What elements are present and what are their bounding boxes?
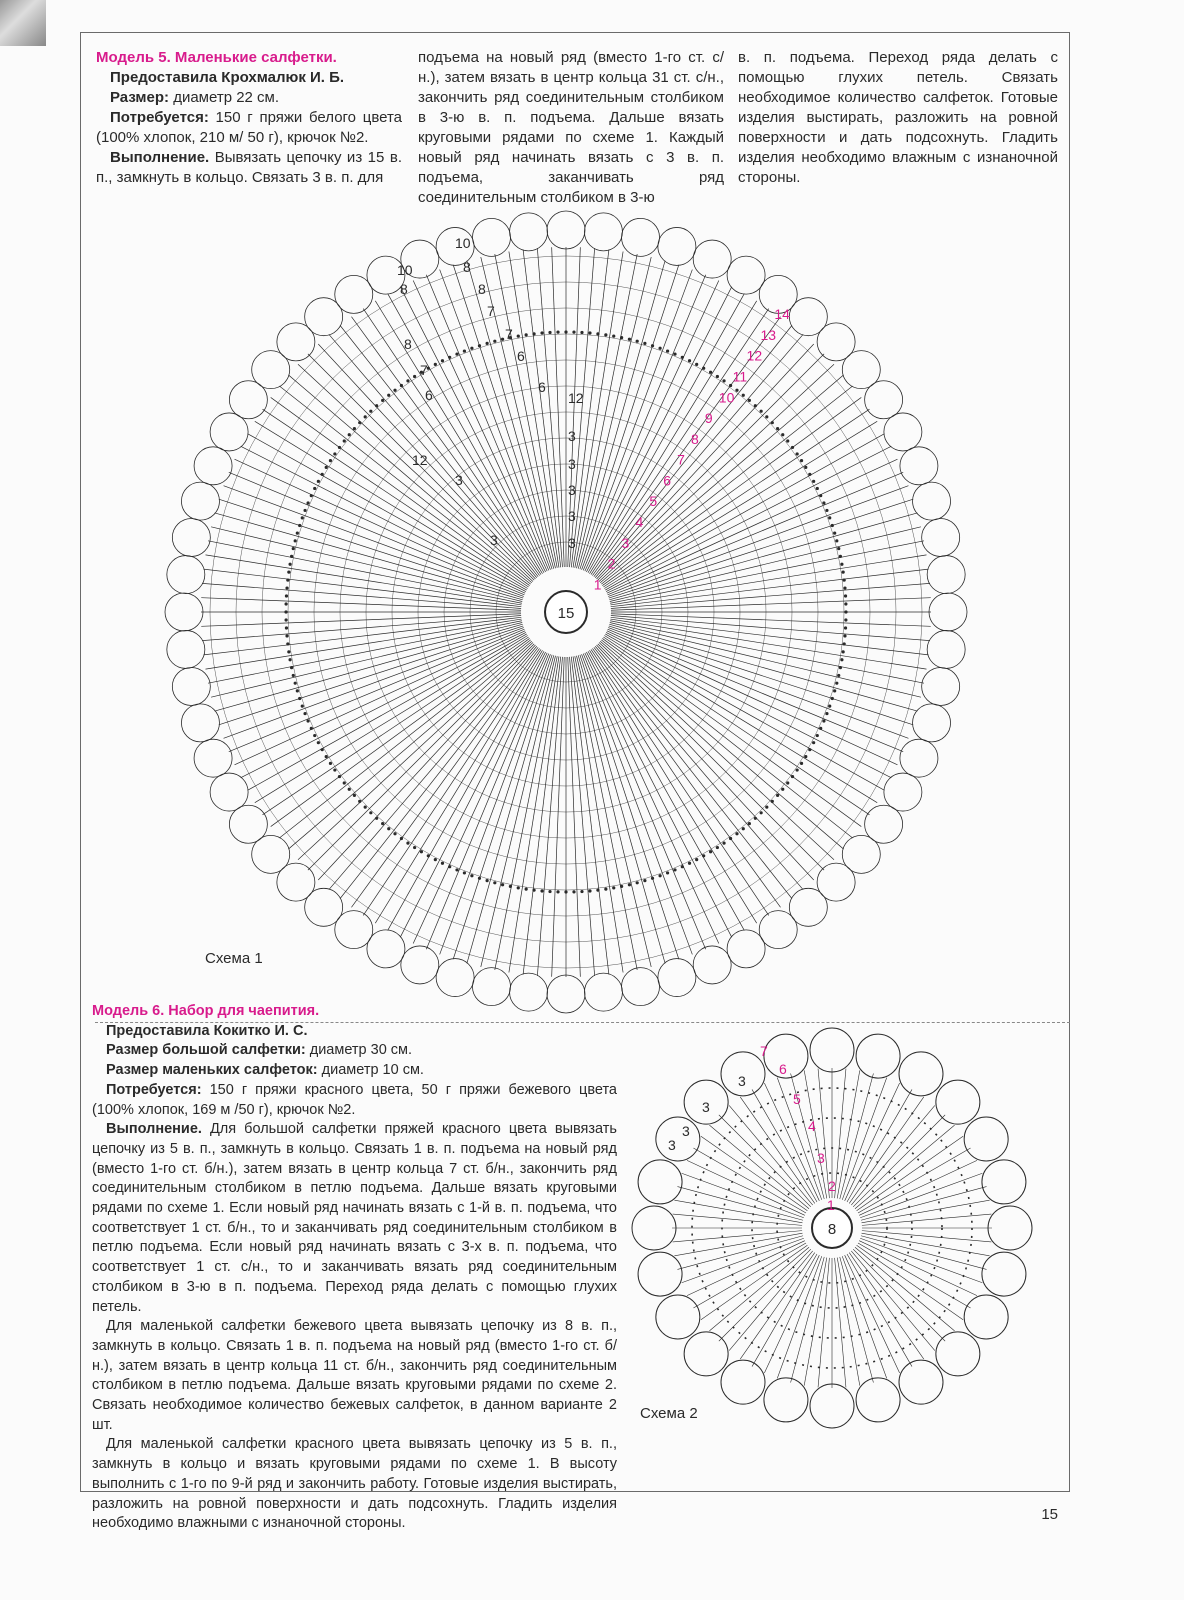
scheme-2-row-label: 6 — [779, 1061, 787, 1077]
scheme-1-row-label: 12 — [412, 452, 428, 468]
model5-col2-text: подъема на новый ряд (вместо 1-го ст. с/н.), затем вязать в центр кольца 31 ст. с/н., закончить ряд соединительным столбиком в 3-ю в. п. подъема. Дальше вязать круговыми рядами по схеме 1. Каждый новый ряд начинать вязать с 3 в. п. подъема, заканчивать ряд соединительным столбиком в 3-ю — [418, 49, 724, 206]
scheme-1-row-label: 12 — [746, 347, 763, 364]
scheme-1-row-label: 11 — [732, 368, 748, 385]
model6-p1: Для большой салфетки пряжей красного цвета вывязать цепочку из 5 в. п., замкнуть в кольцо. Связать 1 в. п. подъема на новый ряд (вместо 1-го ст. б/н.), затем вязать в центр кольца 7 ст. б/н., закончить ряд соединительным столбиком в петлю подъема. Дальше вязать круговыми рядами по схеме 1. Если новый ряд начинать вязать с 1-й в. п. подъема, что соответствует 1 ст. б/н., то и заканчивать ряд соединительным столбиком в петлю подъема. Если новый ряд начинать вязать с 3-х в. п. подъема, что соответствует 1 ст. с/н., то и заканчивать вязать ряд соединительным столбиком в 3-ю в п. подъема. Переход ряда делать с помощью глухих петель. — [92, 1121, 617, 1315]
scheme-1-row-label: 7 — [487, 303, 495, 319]
scheme-2-row-label: 3 — [738, 1073, 746, 1089]
model6-needs-label: Потребуется: — [106, 1081, 202, 1098]
model5-size-value: диаметр 22 см. — [173, 89, 280, 106]
model6-title: Модель 6. Набор для чаепития. — [92, 1003, 320, 1019]
scheme-2-row-label: 5 — [793, 1091, 801, 1107]
scheme-1-row-label: 3 — [568, 535, 576, 551]
model6-small-size-label: Размер маленьких салфеток: — [106, 1062, 318, 1079]
scheme-1-label: Схема 1 — [205, 950, 263, 967]
scheme-2-diagram — [620, 1010, 1060, 1460]
scheme-1-row-label: 9 — [704, 410, 713, 427]
scheme-1-row-label: 8 — [691, 430, 699, 447]
model5-needs-label: Потребуется: — [110, 109, 209, 126]
scheme-1-row-label: 1 — [593, 576, 602, 593]
scheme-2-label: Схема 2 — [640, 1405, 698, 1422]
model5-size-label: Размер: — [110, 89, 170, 106]
scheme-1-row-label: 3 — [568, 428, 576, 444]
scheme-1-row-label: 8 — [478, 281, 486, 297]
scheme-1-row-label: 10 — [397, 262, 413, 278]
scheme-2-center-label: 8 — [827, 1221, 837, 1238]
scheme-1-row-label: 8 — [400, 281, 408, 297]
model5-work-label: Выполнение. — [110, 149, 210, 166]
model6-needs-value: 150 г пряжи красного цвета, 50 г пряжи бежевого цвета (100% хлопок, 169 м /50 г), крючок №2. — [92, 1081, 617, 1118]
scheme-2-row-label: 7 — [760, 1043, 768, 1059]
scheme-2-row-label: 3 — [817, 1150, 825, 1166]
model6-big-size-label: Размер большой салфетки: — [106, 1042, 306, 1059]
scheme-1-row-label: 7 — [420, 362, 428, 378]
scheme-2-row-label: 3 — [668, 1137, 676, 1153]
model6-p2: Для маленькой салфетки бежевого цвета вывязать цепочку из 8 в. п., замкнуть в кольцо. Связать 1 в. п. подъема на новый ряд (вместо 1-го ст. б/н.), затем вязать в центр кольца 11 ст. б/н., закончить ряд соединительным столбиком в петлю подъема. Дальше вязать круговыми рядами по схеме 2. Связать необходимое количество бежевых салфеток, в данном варианте 2 шт. — [92, 1318, 617, 1433]
scheme-1-row-label: 3 — [455, 472, 463, 488]
scheme-1-row-label: 12 — [568, 390, 584, 406]
model6-work-label: Выполнение. — [106, 1121, 202, 1138]
scheme-1-row-label: 3 — [568, 482, 576, 498]
scheme-1-row-label: 10 — [455, 235, 471, 251]
page-number: 15 — [1041, 1506, 1058, 1523]
model5-work-text: Вывязать цепочку из 15 в. п., замкнуть в кольцо. Связать 3 в. п. для — [96, 149, 402, 186]
model5-col3-text: в. п. подъема. Переход ряда делать с помощью глухих петель. Связать необходимое количество салфеток. Готовые изделия выстирать, разложить на ровной поверхности и дать подсохнуть. Гладить изделия необходимо влажным с изнаночной стороны. — [738, 49, 1058, 186]
scheme-1-row-label: 8 — [463, 259, 471, 275]
model6-text — [92, 1002, 617, 1534]
scheme-1-row-label: 3 — [568, 456, 576, 472]
model5-provided: Предоставила Крохмалюк И. Б. — [110, 69, 345, 86]
model6-small-size-value: диаметр 10 см. — [321, 1062, 424, 1079]
scheme-1-center-label: 15 — [557, 605, 575, 622]
scheme-1-row-label: 13 — [760, 326, 777, 343]
scheme-1-row-label: 7 — [677, 451, 685, 468]
scheme-1-row-label: 6 — [425, 387, 433, 403]
model5-needs-value: 150 г пряжи белого цвета (100% хлопок, 210 м/ 50 г), крючок №2. — [96, 109, 403, 146]
model6-provided: Предоставила Кокитко И. С. — [106, 1022, 308, 1039]
scheme-1-row-label: 8 — [404, 336, 412, 352]
scheme-1-row-label: 5 — [649, 493, 658, 510]
scheme-1-row-label: 6 — [517, 348, 525, 364]
scheme-2-row-label: 1 — [827, 1197, 835, 1213]
model6-big-size-value: диаметр 30 см. — [309, 1042, 413, 1059]
scheme-2-row-label: 3 — [682, 1123, 690, 1139]
scheme-1-row-label: 3 — [568, 508, 576, 524]
scheme-1-row-label: 3 — [621, 534, 630, 551]
scheme-1-row-label: 2 — [607, 555, 616, 572]
scheme-1-row-label: 4 — [635, 514, 644, 531]
scheme-1-row-label: 3 — [490, 532, 498, 548]
scheme-1-row-label: 14 — [774, 306, 790, 323]
scheme-1-row-label: 6 — [538, 379, 546, 395]
scheme-1-row-label: 10 — [718, 389, 735, 406]
scheme-1-row-label: 7 — [505, 326, 513, 342]
scheme-2-row-label: 3 — [702, 1099, 710, 1115]
model6-p3: Для маленькой салфетки красного цвета вывязать цепочку из 5 в. п., замкнуть в кольцо и вязать круговыми рядами по схеме 1. В высоту выполнить с 1-го по 9-й ряд и закончить работу. Готовые изделия выстирать, разложить на ровной поверхности и дать подсохнуть. Гладить изделия необходимо влажными с изнаночной стороны. — [92, 1436, 617, 1532]
scheme-2-row-label: 4 — [808, 1118, 816, 1134]
scheme-2-row-label: 2 — [828, 1178, 836, 1194]
scheme-1-row-label: 6 — [663, 472, 672, 489]
model5-title: Модель 5. Маленькие салфетки. — [96, 49, 337, 66]
